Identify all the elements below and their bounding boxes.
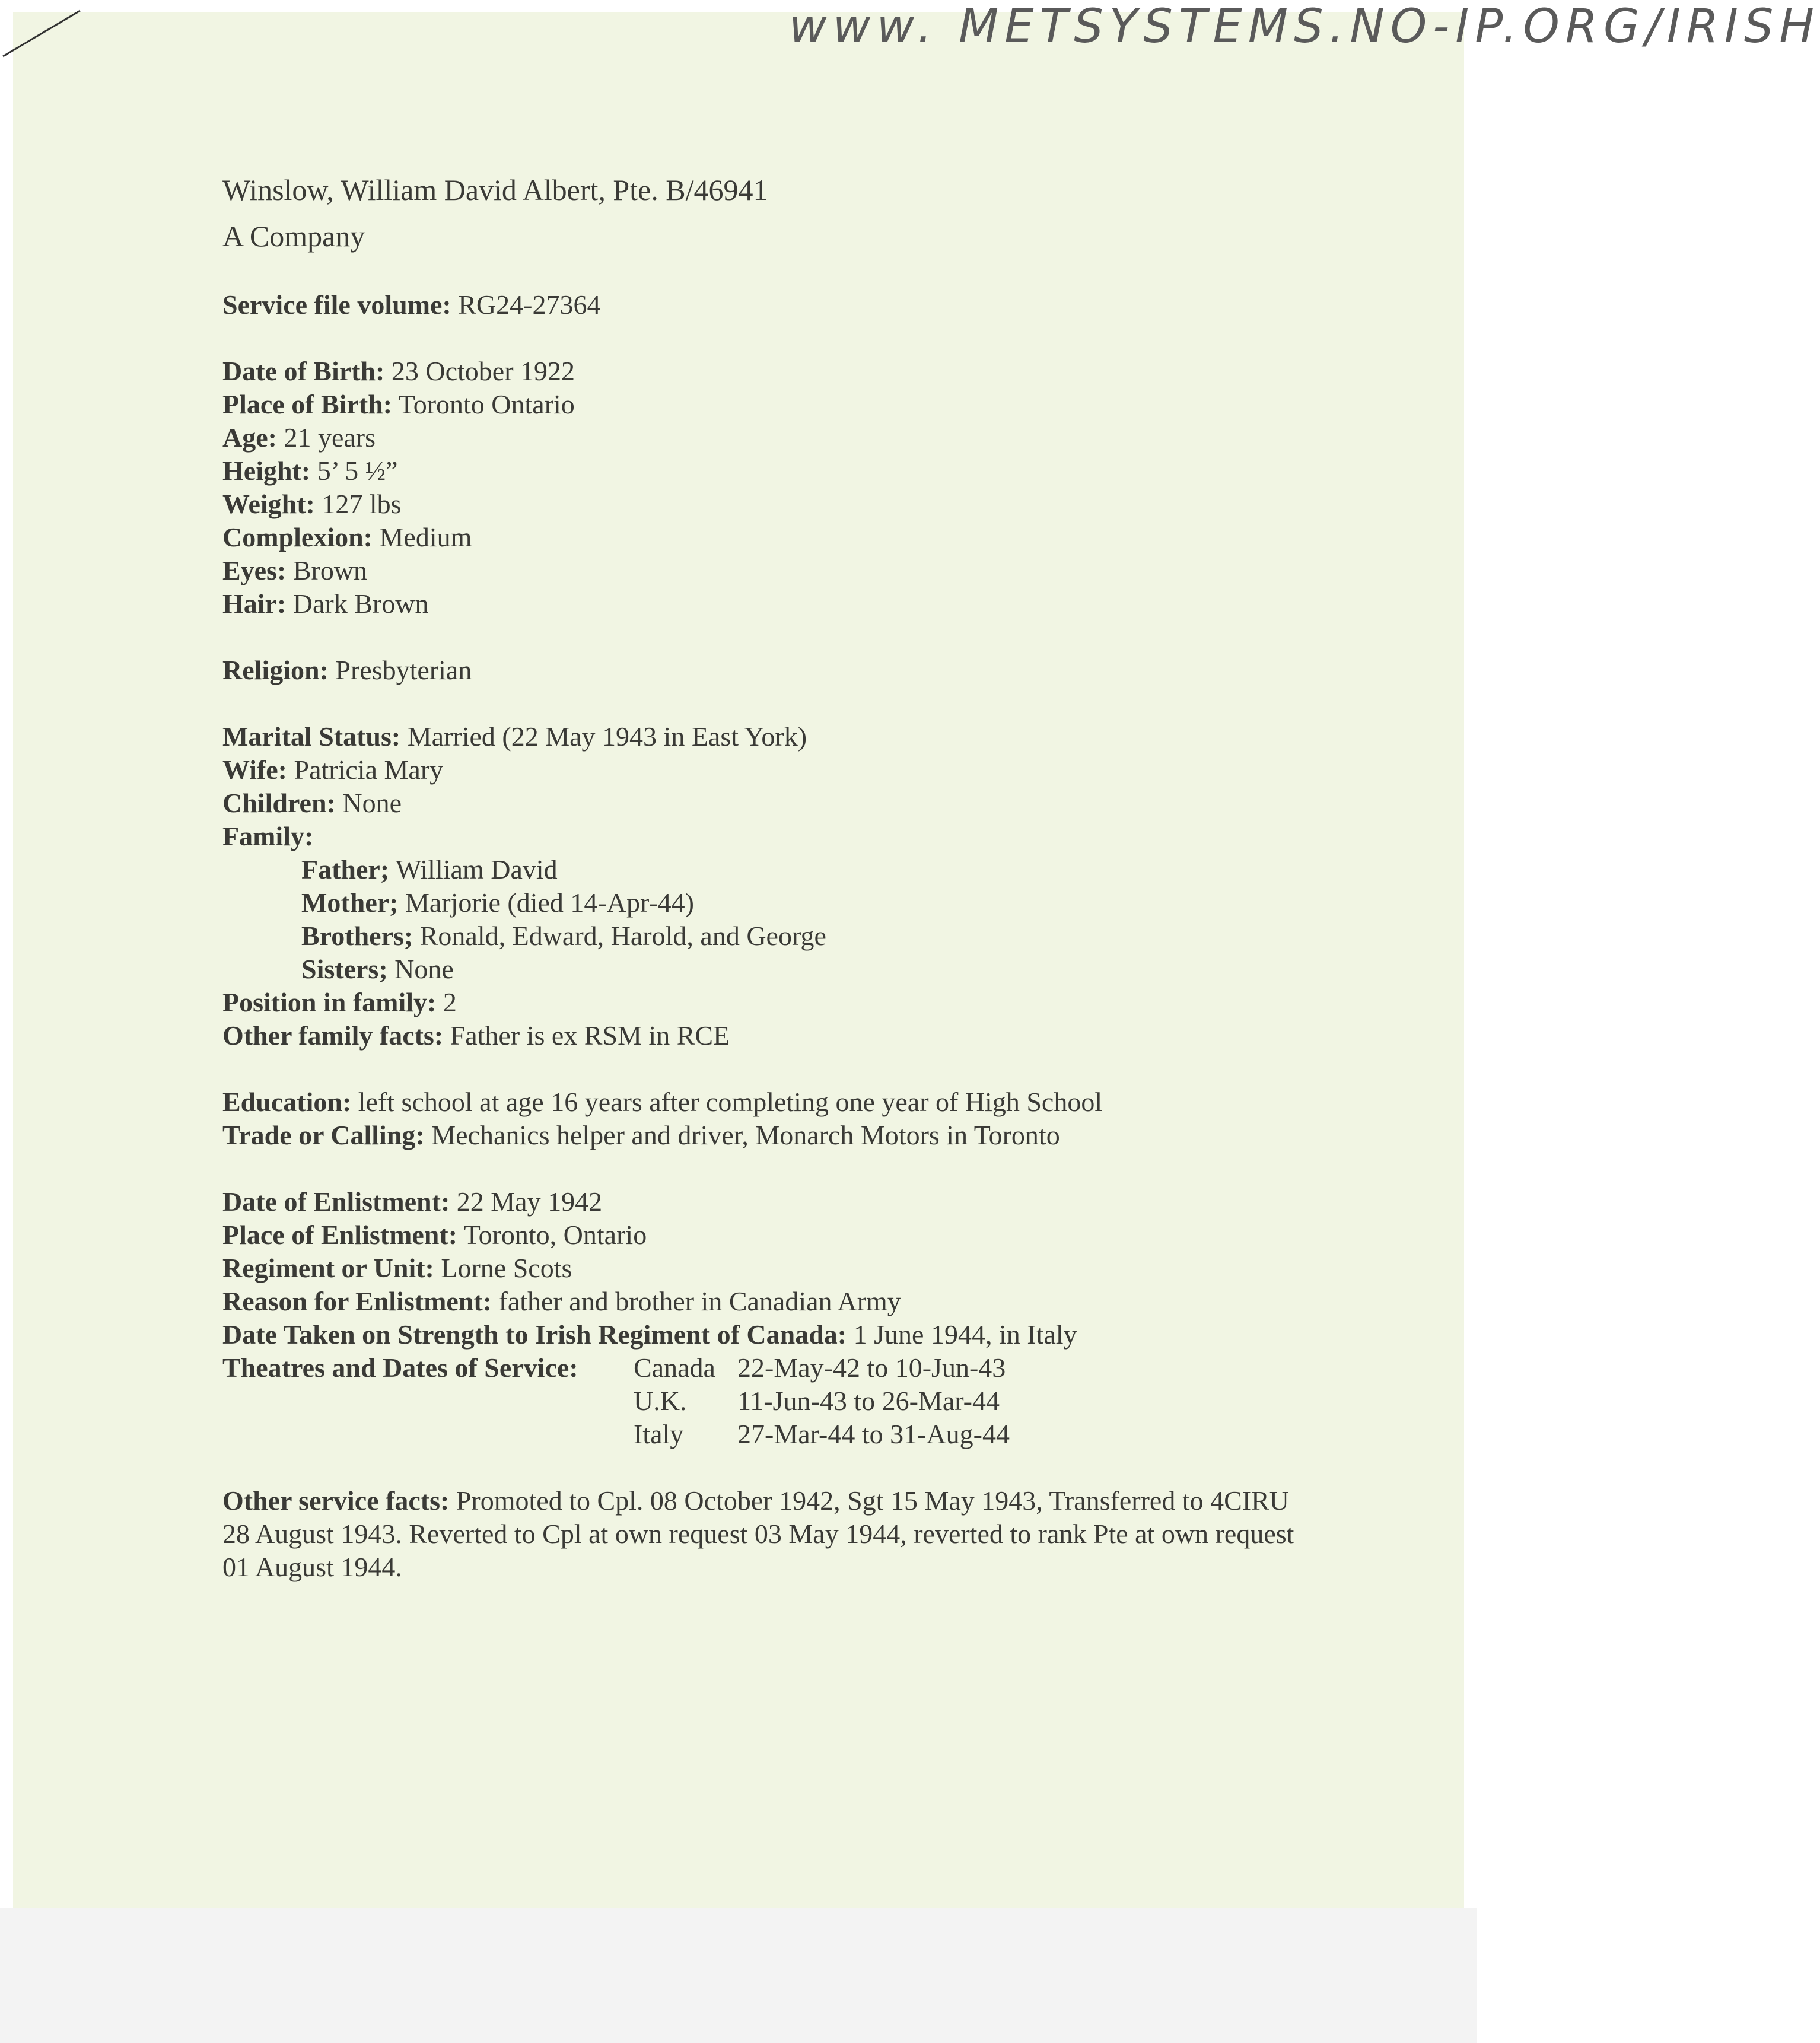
field-value: Promoted to Cpl. 08 October 1942, Sgt 15 May 1943, Transferred to 4CIRU 28 August 1943. Reverted to Cpl at own request 03 May 1944, reverted to rank Pte at own request 01 August 1944. xyxy=(222,1485,1294,1582)
field-value: Toronto, Ontario xyxy=(457,1220,647,1250)
field-label: Theatres and Dates of Service: xyxy=(222,1353,578,1383)
field-label: Weight: xyxy=(222,489,315,519)
surname: Winslow, xyxy=(222,173,334,206)
regiment-or-unit xyxy=(222,1252,1350,1285)
field-value: None xyxy=(387,954,454,984)
field-label: Regiment or Unit: xyxy=(222,1253,434,1283)
field-value: None xyxy=(335,788,402,818)
place-of-enlistment xyxy=(222,1218,1350,1252)
hair xyxy=(222,587,1350,620)
complexion xyxy=(222,521,1350,554)
mother xyxy=(222,886,1350,919)
field-label: Complexion: xyxy=(222,522,373,552)
field-label: Reason for Enlistment: xyxy=(222,1286,492,1316)
field-value: Married (22 May 1943 in East York) xyxy=(400,721,807,752)
field-label: Height: xyxy=(222,456,311,486)
weight xyxy=(222,488,1350,521)
field-value: 2 xyxy=(436,987,457,1017)
field-label: Mother; xyxy=(301,887,399,918)
field-label: Religion: xyxy=(222,655,329,685)
field-value: father and brother in Canadian Army xyxy=(492,1286,901,1316)
personal-details xyxy=(222,355,1350,620)
field-value: Brown xyxy=(286,555,368,585)
brothers xyxy=(222,919,1350,953)
field-label: Marital Status: xyxy=(222,721,401,752)
height xyxy=(222,454,1350,488)
field-label: Place of Birth: xyxy=(222,389,393,419)
field-label: Place of Enlistment: xyxy=(222,1220,458,1250)
field-label: Brothers; xyxy=(301,921,413,951)
theatre-place: Canada xyxy=(634,1353,715,1383)
field-value: Mechanics helper and driver, Monarch Motors in Toronto xyxy=(424,1120,1060,1150)
field-label: Education: xyxy=(222,1087,352,1117)
reason-for-enlistment xyxy=(222,1285,1350,1318)
theatre-place: Italy xyxy=(634,1419,684,1449)
given-names-rank-number: William David Albert, Pte. B/46941 xyxy=(333,173,768,206)
father xyxy=(222,853,1350,886)
marital-status xyxy=(222,720,1350,753)
enlistment-details xyxy=(222,1185,1350,1451)
field-label: Eyes: xyxy=(222,555,287,585)
soldier-name-line xyxy=(222,171,1350,209)
field-value: 23 October 1922 xyxy=(384,356,575,386)
company: A Company xyxy=(222,219,365,253)
eyes xyxy=(222,554,1350,587)
field-value: left school at age 16 years after completing one year of High School xyxy=(351,1087,1103,1117)
field-value: 1 June 1944, in Italy xyxy=(847,1319,1077,1350)
field-value: Presbyterian xyxy=(328,655,472,685)
field-value: Dark Brown xyxy=(286,588,429,619)
marital-details xyxy=(222,720,1350,1052)
age xyxy=(222,421,1350,454)
field-value: Medium xyxy=(373,522,472,552)
theatre-dates: 27-Mar-44 to 31-Aug-44 xyxy=(737,1419,1010,1449)
date-of-birth xyxy=(222,355,1350,388)
field-value: Lorne Scots xyxy=(434,1253,572,1283)
religion xyxy=(222,654,1350,687)
date-of-enlistment xyxy=(222,1185,1350,1218)
other-service-facts xyxy=(222,1484,1302,1584)
wife xyxy=(222,753,1350,787)
field-value: Patricia Mary xyxy=(287,755,444,785)
field-value: 127 lbs xyxy=(314,489,402,519)
sisters xyxy=(222,953,1350,986)
position-in-family xyxy=(222,986,1350,1019)
field-label: Other family facts: xyxy=(222,1020,444,1051)
field-label: Other service facts: xyxy=(222,1485,450,1516)
field-label: Family: xyxy=(222,821,314,851)
field-value: 5’ 5 ½” xyxy=(310,456,398,486)
field-label: Age: xyxy=(222,422,277,453)
field-label: Sisters; xyxy=(301,954,388,984)
service-file-volume xyxy=(222,288,1350,322)
field-label: Hair: xyxy=(222,588,287,619)
field-label: Date Taken on Strength to Irish Regiment of Canada: xyxy=(222,1319,847,1350)
field-value: 22 May 1942 xyxy=(450,1186,603,1217)
family-heading xyxy=(222,820,1350,853)
education xyxy=(222,1086,1350,1119)
field-label: Trade or Calling: xyxy=(222,1120,425,1150)
field-label: Date of Birth: xyxy=(222,356,385,386)
field-value: RG24-27364 xyxy=(451,289,601,320)
field-value: Ronald, Edward, Harold, and George xyxy=(413,921,826,951)
field-value: William David xyxy=(389,854,558,884)
other-family-facts xyxy=(222,1019,1350,1052)
trade-or-calling xyxy=(222,1119,1350,1152)
date-taken-on-strength xyxy=(222,1318,1350,1351)
field-label: Position in family: xyxy=(222,987,437,1017)
theatre-dates: 11-Jun-43 to 26-Mar-44 xyxy=(737,1386,1000,1416)
field-label: Father; xyxy=(301,854,390,884)
education-details xyxy=(222,1086,1350,1152)
field-label: Service file volume: xyxy=(222,289,451,320)
handwritten-url: www. METSYSTEMS.NO-IP.ORG/IRISH xyxy=(789,0,1820,53)
field-label: Children: xyxy=(222,788,336,818)
children xyxy=(222,787,1350,820)
field-label: Wife: xyxy=(222,755,288,785)
field-value: Toronto Ontario xyxy=(392,389,575,419)
field-value: Marjorie (died 14-Apr-44) xyxy=(398,887,695,918)
place-of-birth xyxy=(222,388,1350,421)
theatre-place: U.K. xyxy=(634,1386,687,1416)
service-record xyxy=(222,171,1350,1584)
field-value: Father is ex RSM in RCE xyxy=(443,1020,730,1051)
scan-margin xyxy=(0,1908,1477,2043)
theatres-of-service xyxy=(222,1351,1350,1451)
theatre-dates: 22-May-42 to 10-Jun-43 xyxy=(737,1353,1006,1383)
field-value: 21 years xyxy=(276,422,376,453)
field-label: Date of Enlistment: xyxy=(222,1186,450,1217)
